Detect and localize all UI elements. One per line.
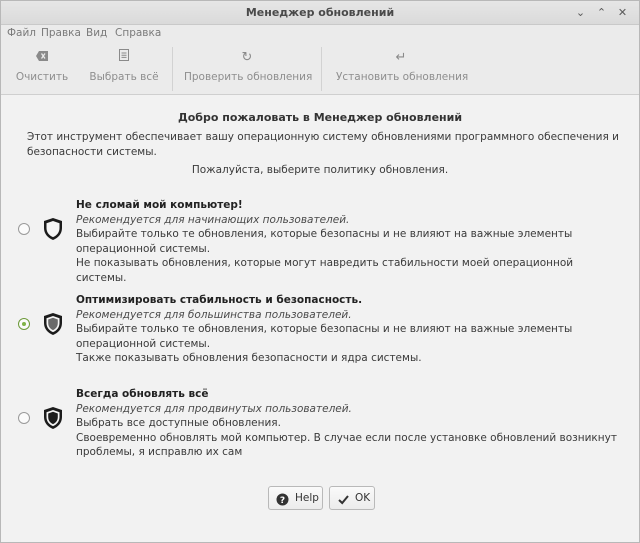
install-updates-label: Установить обновления bbox=[336, 71, 469, 83]
policy-line: Выбрать все доступные обновления. bbox=[76, 417, 281, 429]
clear-label: Очистить bbox=[15, 71, 69, 83]
policy-line: Выбирайте только те обновления, которые безопасны и не влияют на важные элементы операционной системы. bbox=[76, 323, 573, 350]
policy-description bbox=[76, 387, 621, 460]
minimize-icon[interactable]: ⌄ bbox=[575, 6, 586, 19]
menu-help[interactable]: Справка bbox=[115, 27, 162, 39]
menu-file[interactable]: Файл bbox=[7, 27, 37, 39]
radio-safe[interactable] bbox=[18, 223, 30, 235]
menu-view[interactable]: Вид bbox=[86, 27, 108, 39]
select-all-button[interactable] bbox=[85, 49, 163, 89]
policy-title: Всегда обновлять всё bbox=[76, 388, 209, 400]
ok-label: OK bbox=[355, 492, 371, 504]
policy-line: Выбирайте только те обновления, которые безопасны и не влияют на важные элементы операционной системы. bbox=[76, 228, 573, 255]
policy-title: Не сломай мой компьютер! bbox=[76, 199, 243, 211]
choose-policy-text: Пожалуйста, выберите политику обновления. bbox=[191, 164, 449, 176]
policy-description bbox=[76, 293, 621, 366]
shield-icon bbox=[42, 312, 64, 336]
help-icon bbox=[276, 492, 289, 505]
menu-bar bbox=[1, 25, 639, 43]
shield-icon bbox=[42, 217, 64, 241]
title-bar bbox=[1, 1, 639, 25]
ok-button[interactable] bbox=[329, 486, 375, 510]
maximize-icon[interactable]: ⌃ bbox=[596, 6, 607, 19]
policy-subtitle: Рекомендуется для продвинутых пользователей. bbox=[76, 402, 352, 415]
welcome-text: Этот инструмент обеспечивает вашу операционную систему обновлениями программного обеспечения и безопасности системы. bbox=[27, 131, 619, 158]
policy-subtitle: Рекомендуется для большинства пользователей. bbox=[76, 308, 352, 321]
policy-subtitle: Рекомендуется для начинающих пользователей. bbox=[76, 213, 350, 226]
policy-line: Не показывать обновления, которые могут навредить стабильности моей операционной системы. bbox=[76, 257, 574, 284]
menu-edit[interactable]: Правка bbox=[41, 27, 81, 39]
toolbar-separator bbox=[172, 47, 173, 91]
refresh-label: Проверить обновления bbox=[184, 71, 313, 83]
select-all-label: Выбрать всё bbox=[89, 71, 159, 83]
document-icon bbox=[85, 49, 163, 67]
help-button[interactable] bbox=[268, 486, 323, 510]
close-icon[interactable]: ✕ bbox=[617, 6, 628, 19]
policy-panel bbox=[1, 96, 639, 542]
shield-icon bbox=[42, 406, 64, 430]
radio-everything[interactable] bbox=[18, 412, 30, 424]
policy-line: Своевременно обновлять мой компьютер. В случае если после установке обновлений возникнут проблемы, я исправлю их сам bbox=[76, 431, 617, 458]
checkmark-icon bbox=[337, 492, 350, 505]
policy-line: Также показывать обновления безопасности и ядра системы. bbox=[76, 352, 422, 364]
window-title: Менеджер обновлений bbox=[245, 6, 395, 19]
policy-description bbox=[76, 198, 621, 285]
policy-title: Оптимизировать стабильность и безопасность. bbox=[76, 294, 363, 306]
toolbar-separator bbox=[321, 47, 322, 91]
radio-optimized[interactable] bbox=[18, 318, 30, 330]
clear-button[interactable] bbox=[11, 49, 73, 89]
refresh-icon: ↻ bbox=[241, 50, 253, 65]
toolbar bbox=[1, 43, 639, 95]
help-label: Help bbox=[295, 492, 319, 504]
svg-text:?: ? bbox=[279, 495, 286, 506]
welcome-title: Добро пожаловать в Менеджер обновлений bbox=[177, 111, 463, 124]
backspace-icon bbox=[11, 49, 73, 67]
enter-arrow-icon: ↵ bbox=[395, 50, 407, 65]
refresh-button[interactable] bbox=[184, 49, 313, 89]
install-updates-button[interactable] bbox=[336, 49, 469, 89]
